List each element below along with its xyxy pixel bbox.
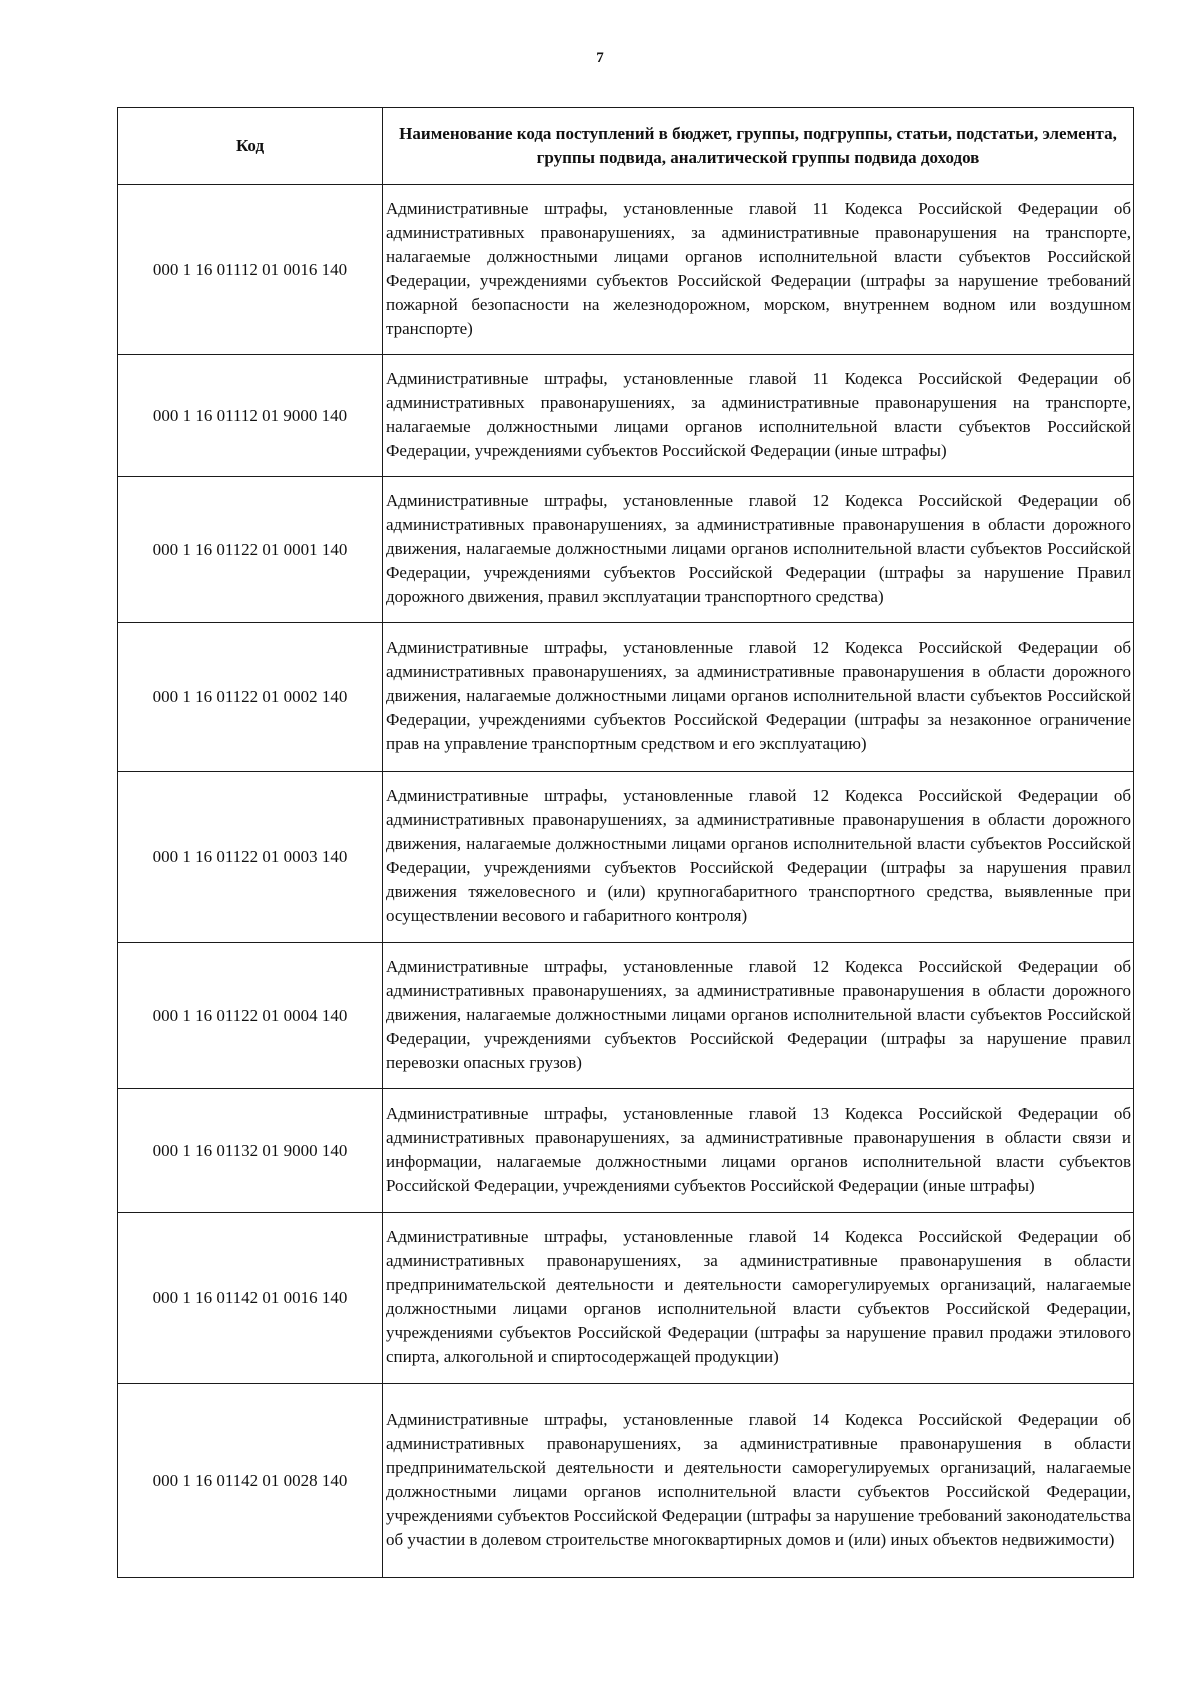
row-description: Административные штрафы, установленные главой 11 Кодекса Российской Федерации об административных правонарушениях, за административные правонарушения на транспорте, налагаемые должностными лицами органов исполнительной власти субъектов Российской Федерации, учреждениями субъектов Российской Федерации (штрафы за нарушение требований пожарной безопасности на железнодорожном, морском, внутреннем водном или воздушном транспорте): [383, 185, 1134, 355]
row-code: 000 1 16 01122 01 0001 140: [118, 477, 383, 623]
table-row: [118, 355, 1134, 477]
row-description: Административные штрафы, установленные главой 12 Кодекса Российской Федерации об административных правонарушениях, за административные правонарушения в области дорожного движения, налагаемые должностными лицами органов исполнительной власти субъектов Российской Федерации, учреждениями субъектов Российской Федерации (штрафы за нарушение Правил дорожного движения, правил эксплуатации транспортного средства): [383, 477, 1134, 623]
row-description: Административные штрафы, установленные главой 12 Кодекса Российской Федерации об административных правонарушениях, за административные правонарушения в области дорожного движения, налагаемые должностными лицами органов исполнительной власти субъектов Российской Федерации, учреждениями субъектов Российской Федерации (штрафы за незаконное ограничение прав на управление транспортным средством и его эксплуатацию): [383, 623, 1134, 772]
row-code: 000 1 16 01122 01 0002 140: [118, 623, 383, 772]
row-description: Административные штрафы, установленные главой 14 Кодекса Российской Федерации об административных правонарушениях, за административные правонарушения в области предпринимательской деятельности и деятельности саморегулируемых организаций, налагаемые должностными лицами органов исполнительной власти субъектов Российской Федерации, учреждениями субъектов Российской Федерации (штрафы за нарушение правил продажи этилового спирта, алкогольной и спиртосодержащей продукции): [383, 1213, 1134, 1384]
row-description: Административные штрафы, установленные главой 14 Кодекса Российской Федерации об административных правонарушениях, за административные правонарушения в области предпринимательской деятельности и деятельности саморегулируемых организаций, налагаемые должностными лицами органов исполнительной власти субъектов Российской Федерации, учреждениями субъектов Российской Федерации (штрафы за нарушение требований законодательства об участии в долевом строительстве многоквартирных домов и (или) иных объектов недвижимости): [383, 1384, 1134, 1578]
table-row: [118, 1384, 1134, 1578]
row-description: Административные штрафы, установленные главой 12 Кодекса Российской Федерации об административных правонарушениях, за административные правонарушения в области дорожного движения, налагаемые должностными лицами органов исполнительной власти субъектов Российской Федерации, учреждениями субъектов Российской Федерации (штрафы за нарушения правил движения тяжеловесного и (или) крупногабаритного транспортного средства, выявленные при осуществлении весового и габаритного контроля): [383, 772, 1134, 943]
header-name: Наименование кода поступлений в бюджет, группы, подгруппы, статьи, подстатьи, элемента, группы подвида, аналитической группы подвида доходов: [383, 108, 1134, 185]
table-row: [118, 185, 1134, 355]
row-description: Административные штрафы, установленные главой 11 Кодекса Российской Федерации об административных правонарушениях, за административные правонарушения на транспорте, налагаемые должностными лицами органов исполнительной власти субъектов Российской Федерации, учреждениями субъектов Российской Федерации (иные штрафы): [383, 355, 1134, 477]
table-row: [118, 1089, 1134, 1213]
row-code: 000 1 16 01132 01 9000 140: [118, 1089, 383, 1213]
row-code: 000 1 16 01142 01 0016 140: [118, 1213, 383, 1384]
revenue-codes-table: [117, 107, 1134, 1578]
row-code: 000 1 16 01112 01 9000 140: [118, 355, 383, 477]
page-number: 7: [596, 50, 604, 66]
table-row: [118, 1213, 1134, 1384]
table-row: [118, 477, 1134, 623]
row-code: 000 1 16 01142 01 0028 140: [118, 1384, 383, 1578]
table-row: [118, 772, 1134, 943]
table-header-row: [118, 108, 1134, 185]
row-code: 000 1 16 01112 01 0016 140: [118, 185, 383, 355]
row-description: Административные штрафы, установленные главой 12 Кодекса Российской Федерации об административных правонарушениях, за административные правонарушения в области дорожного движения, налагаемые должностными лицами органов исполнительной власти субъектов Российской Федерации, учреждениями субъектов Российской Федерации (штрафы за нарушение правил перевозки опасных грузов): [383, 943, 1134, 1089]
header-code: Код: [118, 108, 383, 185]
row-description: Административные штрафы, установленные главой 13 Кодекса Российской Федерации об административных правонарушениях, за административные правонарушения в области связи и информации, налагаемые должностными лицами органов исполнительной власти субъектов Российской Федерации, учреждениями субъектов Российской Федерации (иные штрафы): [383, 1089, 1134, 1213]
row-code: 000 1 16 01122 01 0004 140: [118, 943, 383, 1089]
table-row: [118, 943, 1134, 1089]
row-code: 000 1 16 01122 01 0003 140: [118, 772, 383, 943]
table-row: [118, 623, 1134, 772]
